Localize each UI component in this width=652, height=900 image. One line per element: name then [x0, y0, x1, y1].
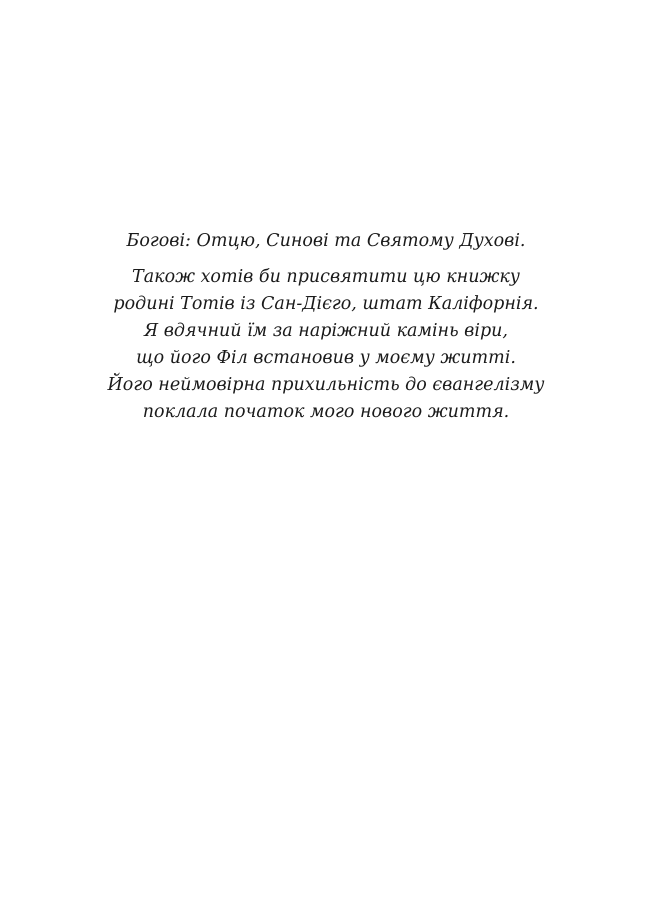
dedication-line: Його неймовірна прихильність до євангелізму — [107, 375, 545, 395]
dedication-line: поклала початок мого нового життя. — [142, 402, 510, 422]
dedication-first-line: Богові: Отцю, Синові та Святому Духові. — [126, 231, 526, 251]
dedication-line: Також хотів би присвятити цю книжку — [132, 267, 520, 287]
dedication-line: Я вдячний їм за наріжний камінь віри, — [144, 321, 508, 341]
dedication-line: родині Тотів із Сан-Дієго, штат Каліфорнія. — [113, 294, 539, 314]
dedication-block — [0, 228, 652, 426]
dedication-line: що його Філ встановив у моєму житті. — [136, 348, 516, 368]
dedication-paragraph — [0, 264, 652, 426]
